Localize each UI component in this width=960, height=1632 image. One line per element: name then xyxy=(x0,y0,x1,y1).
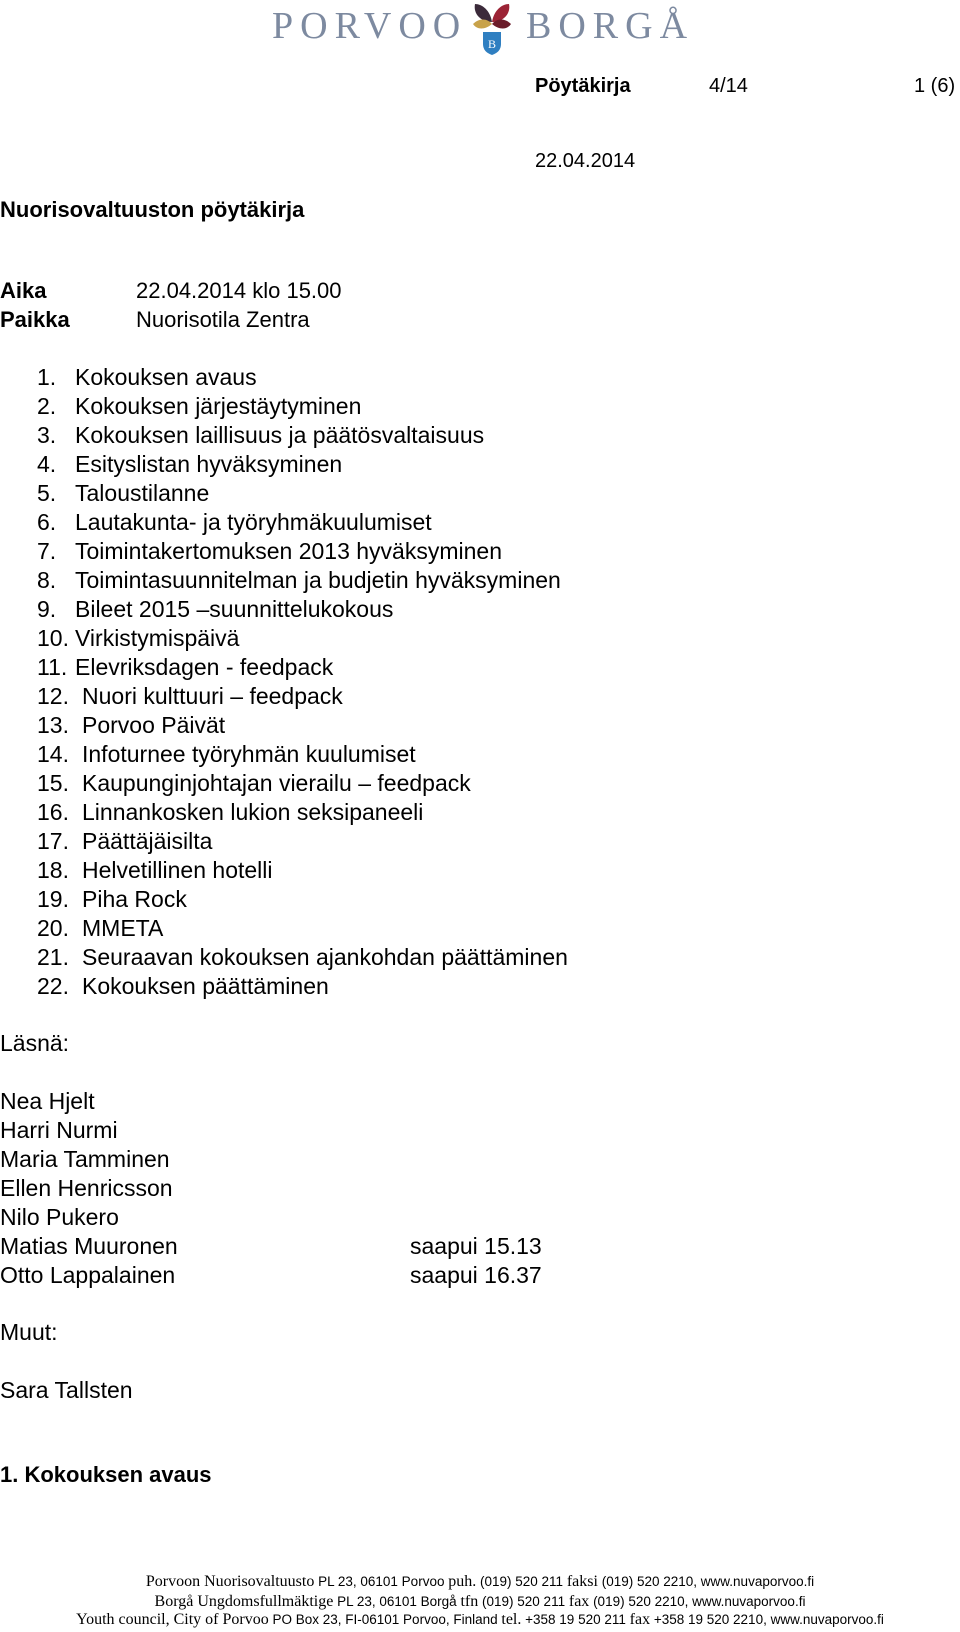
agenda-item-number: 6. xyxy=(37,509,57,535)
agenda-item-text: Lautakunta- ja työryhmäkuulumiset xyxy=(75,509,432,535)
place-value: Nuorisotila Zentra xyxy=(136,307,310,332)
agenda-item-number: 12. xyxy=(37,683,69,709)
logo-right-word: BORGÅ xyxy=(526,5,695,47)
attendee-arrival-note: saapui 15.13 xyxy=(410,1233,542,1259)
footer-fax: +358 19 520 2210, www.nuvaporvoo.fi xyxy=(653,1612,884,1627)
agenda-item-number: 4. xyxy=(37,451,57,477)
footer-phone: (019) 520 211 xyxy=(480,1574,564,1589)
agenda-item-text: Kokouksen avaus xyxy=(75,364,257,390)
footer-org-name: Youth council, City of Porvoo xyxy=(76,1611,269,1628)
agenda-item-text: Infoturnee työryhmän kuulumiset xyxy=(82,741,416,767)
agenda-item-number: 8. xyxy=(37,567,57,593)
time-label: Aika xyxy=(0,278,47,303)
agenda-item-text: Bileet 2015 –suunnittelukokous xyxy=(75,596,394,622)
footer-phone-label: puh. xyxy=(448,1573,477,1590)
agenda-item-number: 3. xyxy=(37,422,57,448)
attendee-name: Ellen Henricsson xyxy=(0,1175,173,1201)
agenda-item-text: Virkistymispäivä xyxy=(75,625,240,651)
agenda-item-number: 5. xyxy=(37,480,57,506)
agenda-item-text: Porvoo Päivät xyxy=(82,712,226,738)
agenda-item-text: Esityslistan hyväksyminen xyxy=(75,451,343,477)
agenda-item-number: 9. xyxy=(37,596,57,622)
present-label: Läsnä: xyxy=(0,1030,70,1056)
doc-number: 4/14 xyxy=(709,75,748,97)
agenda-item-number: 21. xyxy=(37,944,69,970)
agenda-item-number: 1. xyxy=(37,364,57,390)
section-heading: 1. Kokouksen avaus xyxy=(0,1462,212,1487)
footer-fax: (019) 520 2210, www.nuvaporvoo.fi xyxy=(593,1594,806,1609)
time-value: 22.04.2014 klo 15.00 xyxy=(136,278,342,303)
attendee-name: Nea Hjelt xyxy=(0,1088,95,1114)
footer-line-en xyxy=(0,1611,960,1629)
agenda-item-text: Kokouksen järjestäytyminen xyxy=(75,393,362,419)
agenda-item-text: Kokouksen päättäminen xyxy=(82,973,329,999)
agenda-item-number: 17. xyxy=(37,828,69,854)
others-label: Muut: xyxy=(0,1319,58,1345)
agenda-item-text: Toimintakertomuksen 2013 hyväksyminen xyxy=(75,538,502,564)
agenda-item-number: 14. xyxy=(37,741,69,767)
attendee-name: Nilo Pukero xyxy=(0,1204,119,1230)
agenda-item-text: Nuori kulttuuri – feedpack xyxy=(82,683,343,709)
footer-address: PL 23, 06101 Porvoo xyxy=(318,1574,445,1589)
agenda-item-number: 18. xyxy=(37,857,69,883)
agenda-item-text: Kokouksen laillisuus ja päätösvaltaisuus xyxy=(75,422,485,448)
footer-phone-label: tel. xyxy=(501,1611,522,1628)
agenda-item-text: Piha Rock xyxy=(82,886,187,912)
footer-line-sv xyxy=(0,1593,960,1611)
attendee-name: Matias Muuronen xyxy=(0,1233,178,1259)
doc-date: 22.04.2014 xyxy=(535,150,636,172)
agenda-item-number: 11. xyxy=(37,654,68,680)
agenda-item-number: 15. xyxy=(37,770,69,796)
other-attendee-name: Sara Tallsten xyxy=(0,1377,133,1403)
agenda-item-text: Helvetillinen hotelli xyxy=(82,857,273,883)
footer-org-name: Porvoon Nuorisovaltuusto xyxy=(145,1573,315,1590)
attendee-arrival-note: saapui 16.37 xyxy=(410,1262,542,1288)
footer-address: PO Box 23, FI-06101 Porvoo, Finland xyxy=(272,1612,498,1627)
agenda-item-text: Päättäjäisilta xyxy=(82,828,213,854)
agenda-item-number: 22. xyxy=(37,973,69,999)
agenda-item-number: 20. xyxy=(37,915,69,941)
agenda-item-text: MMETA xyxy=(82,915,164,941)
agenda-item-number: 2. xyxy=(37,393,57,419)
footer-phone: +358 19 520 211 xyxy=(525,1612,626,1627)
attendee-name: Harri Nurmi xyxy=(0,1117,118,1143)
agenda-item-text: Elevriksdagen - feedpack xyxy=(75,654,334,680)
footer-phone: (019) 520 211 xyxy=(482,1594,566,1609)
agenda-item-number: 19. xyxy=(37,886,69,912)
footer-fax: (019) 520 2210, www.nuvaporvoo.fi xyxy=(601,1574,815,1589)
agenda-item-number: 13. xyxy=(37,712,69,738)
city-emblem-icon xyxy=(467,0,517,56)
footer-address: PL 23, 06101 Borgå xyxy=(337,1594,457,1609)
agenda-item-text: Toimintasuunnitelman ja budjetin hyväksyminen xyxy=(75,567,561,593)
page-number: 1 (6) xyxy=(914,75,956,97)
agenda-item-number: 10. xyxy=(37,625,69,651)
place-label: Paikka xyxy=(0,307,70,332)
footer-fax-label: fax xyxy=(568,1593,590,1610)
attendee-name: Maria Tamminen xyxy=(0,1146,170,1172)
svg-text:B: B xyxy=(487,37,497,51)
page-title: Nuorisovaltuuston pöytäkirja xyxy=(0,197,305,222)
footer-fax-label: fax xyxy=(629,1611,651,1628)
footer-phone-label: tfn xyxy=(460,1593,479,1610)
agenda-item-number: 16. xyxy=(37,799,69,825)
agenda-item-text: Linnankosken lukion seksipaneeli xyxy=(82,799,424,825)
doc-type: Pöytäkirja xyxy=(535,75,631,97)
attendee-name: Otto Lappalainen xyxy=(0,1262,176,1288)
footer-org-name: Borgå Ungdomsfullmäktige xyxy=(154,1593,334,1610)
agenda-item-text: Taloustilanne xyxy=(75,480,210,506)
footer-fax-label: faksi xyxy=(566,1573,598,1590)
agenda-item-text: Kaupunginjohtajan vierailu – feedpack xyxy=(82,770,471,796)
logo-left-word: PORVOO xyxy=(272,5,468,47)
agenda-item-number: 7. xyxy=(37,538,57,564)
footer-line-fi xyxy=(0,1573,960,1591)
agenda-item-text: Seuraavan kokouksen ajankohdan päättäminen xyxy=(82,944,568,970)
